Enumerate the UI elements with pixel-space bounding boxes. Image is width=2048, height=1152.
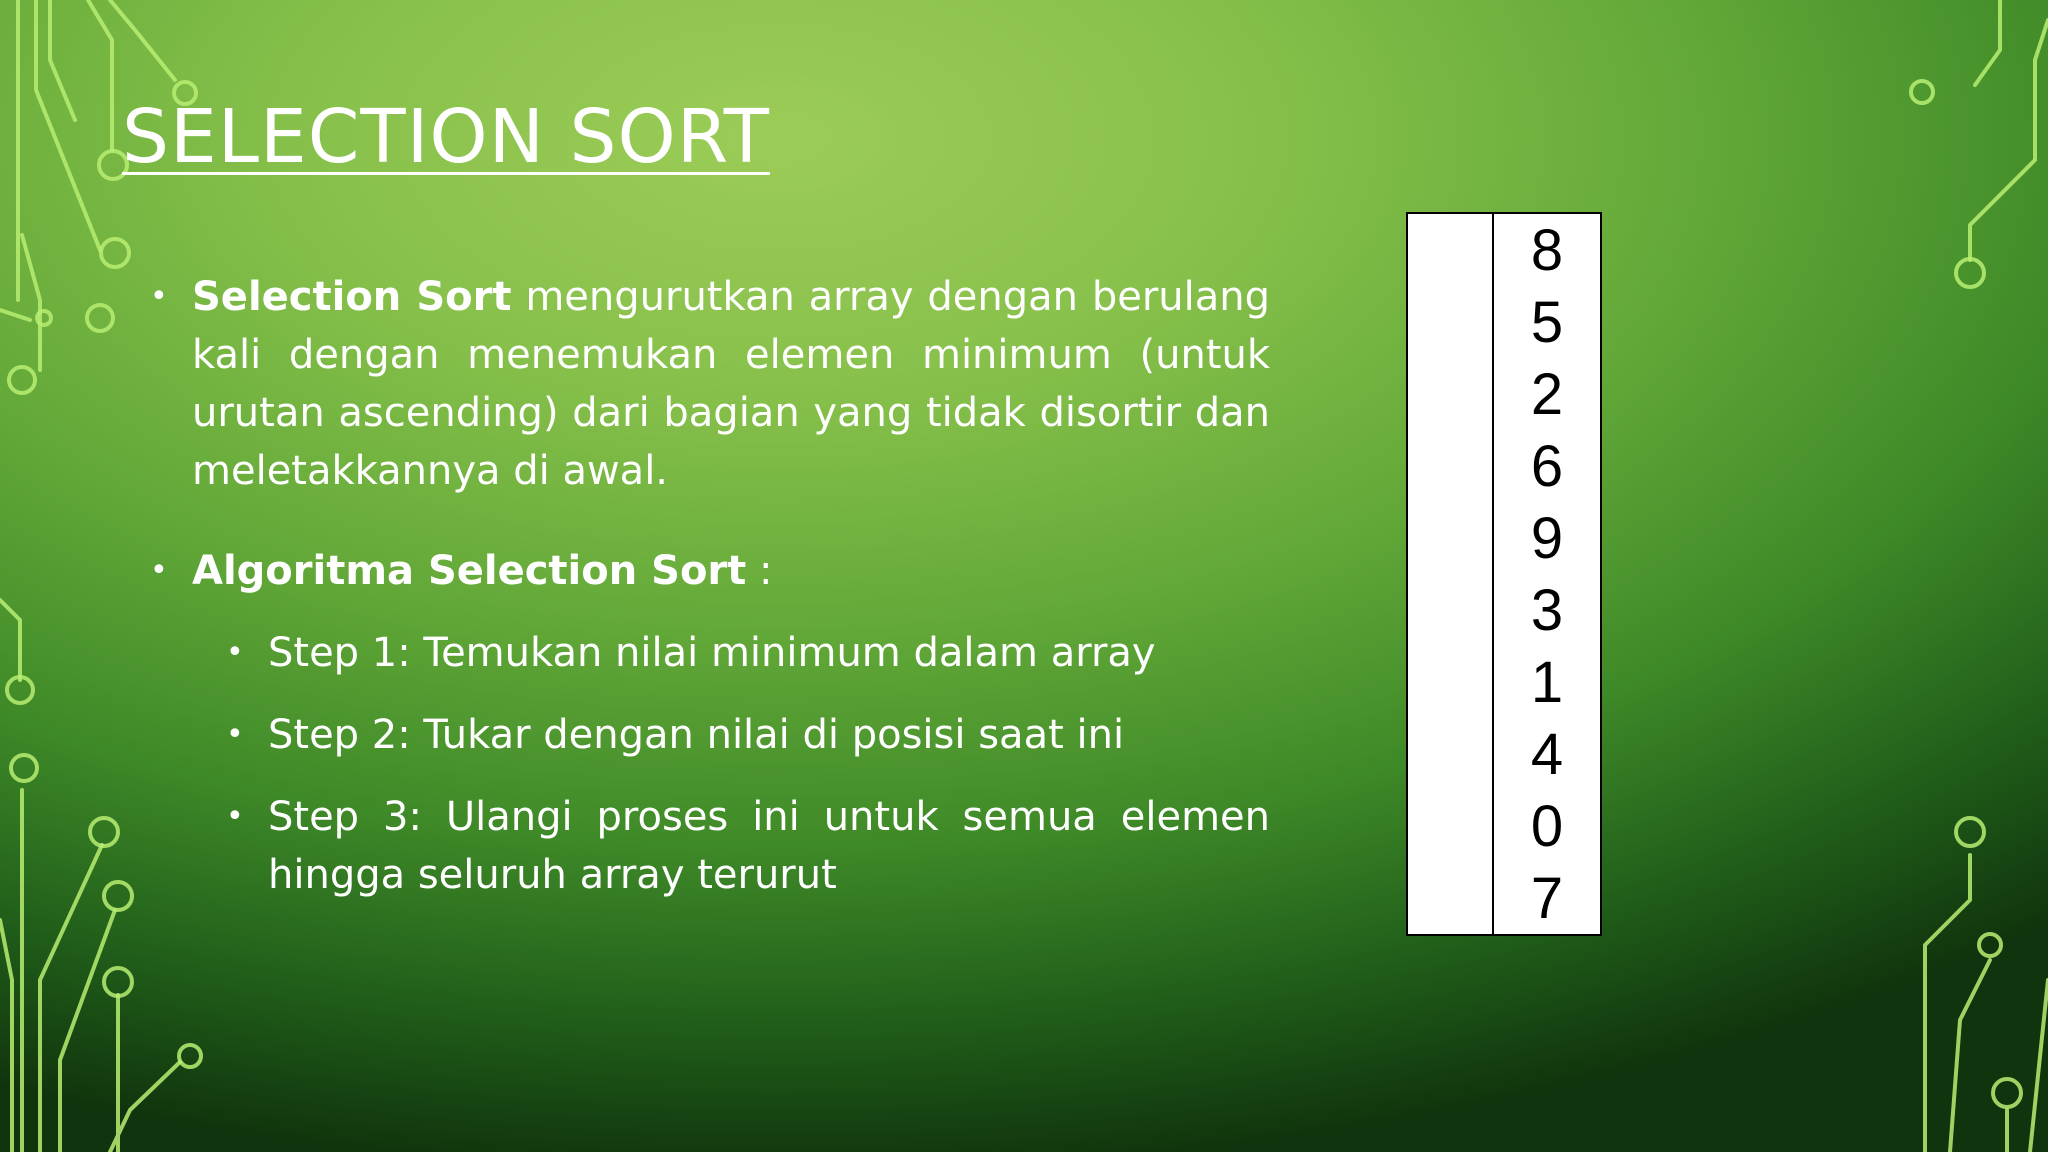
circuit-node bbox=[104, 968, 132, 996]
array-table bbox=[1406, 212, 1602, 936]
circuit-node bbox=[90, 818, 118, 846]
circuit-node bbox=[1956, 818, 1984, 846]
slide-content bbox=[150, 268, 1270, 928]
circuit-line bbox=[50, 0, 75, 120]
circuit-node bbox=[104, 882, 132, 910]
circuit-line bbox=[110, 0, 175, 80]
circuit-node bbox=[179, 1045, 201, 1067]
circuit-line bbox=[2030, 980, 2048, 1152]
array-value: 0 bbox=[1530, 793, 1564, 859]
bullet-definition bbox=[150, 268, 1270, 500]
array-value: 9 bbox=[1530, 505, 1564, 571]
circuit-node bbox=[9, 367, 35, 393]
circuit-line bbox=[36, 0, 100, 250]
bullet-algorithm-text: : bbox=[746, 548, 773, 594]
array-value: 1 bbox=[1530, 649, 1564, 715]
array-value-column bbox=[1494, 214, 1600, 934]
array-value: 2 bbox=[1530, 361, 1564, 427]
circuit-line bbox=[1925, 855, 1970, 1152]
circuit-line bbox=[1950, 960, 1990, 1152]
circuit-node bbox=[1911, 81, 1933, 103]
circuit-line bbox=[1975, 0, 2000, 85]
circuit-node bbox=[1979, 934, 2001, 956]
circuit-line bbox=[0, 920, 12, 1152]
bullet-algorithm bbox=[150, 542, 1270, 600]
circuit-line bbox=[0, 310, 30, 320]
circuit-node bbox=[1993, 1079, 2021, 1107]
step-3: • Step 3: Ulangi proses ini untuk semua elemen hingga seluruh array terurut bbox=[226, 788, 1270, 904]
array-value: 6 bbox=[1530, 433, 1564, 499]
array-index-column bbox=[1408, 214, 1494, 934]
array-value: 5 bbox=[1530, 289, 1564, 355]
step-2: • Step 2: Tukar dengan nilai di posisi saat ini bbox=[226, 706, 1270, 764]
step-1: • Step 1: Temukan nilai minimum dalam array bbox=[226, 624, 1270, 682]
circuit-line bbox=[22, 235, 40, 370]
array-value: 3 bbox=[1530, 577, 1564, 643]
slide-title: SELECTION SORT bbox=[122, 94, 770, 180]
circuit-node bbox=[11, 755, 37, 781]
array-value: 7 bbox=[1530, 865, 1564, 931]
bullet-algorithm-bold: Algoritma Selection Sort bbox=[192, 548, 747, 594]
array-value: 8 bbox=[1530, 217, 1564, 283]
circuit-line bbox=[110, 1062, 180, 1152]
circuit-line bbox=[1970, 20, 2048, 260]
circuit-line bbox=[60, 910, 115, 1152]
circuit-line bbox=[40, 845, 102, 1152]
circuit-line bbox=[0, 600, 20, 680]
circuit-node bbox=[1956, 259, 1984, 287]
array-value: 4 bbox=[1530, 721, 1564, 787]
circuit-node bbox=[101, 239, 129, 267]
circuit-line bbox=[88, 0, 112, 150]
bullet-definition-text: mengurutkan array dengan berulang kali dengan menemukan elemen minimum (untuk urutan ascending) dari bagian yang tidak disortir dan meletakkannya di awal. bbox=[192, 274, 1271, 494]
circuit-node bbox=[87, 305, 113, 331]
bullet-definition-bold: Selection Sort bbox=[192, 274, 512, 320]
